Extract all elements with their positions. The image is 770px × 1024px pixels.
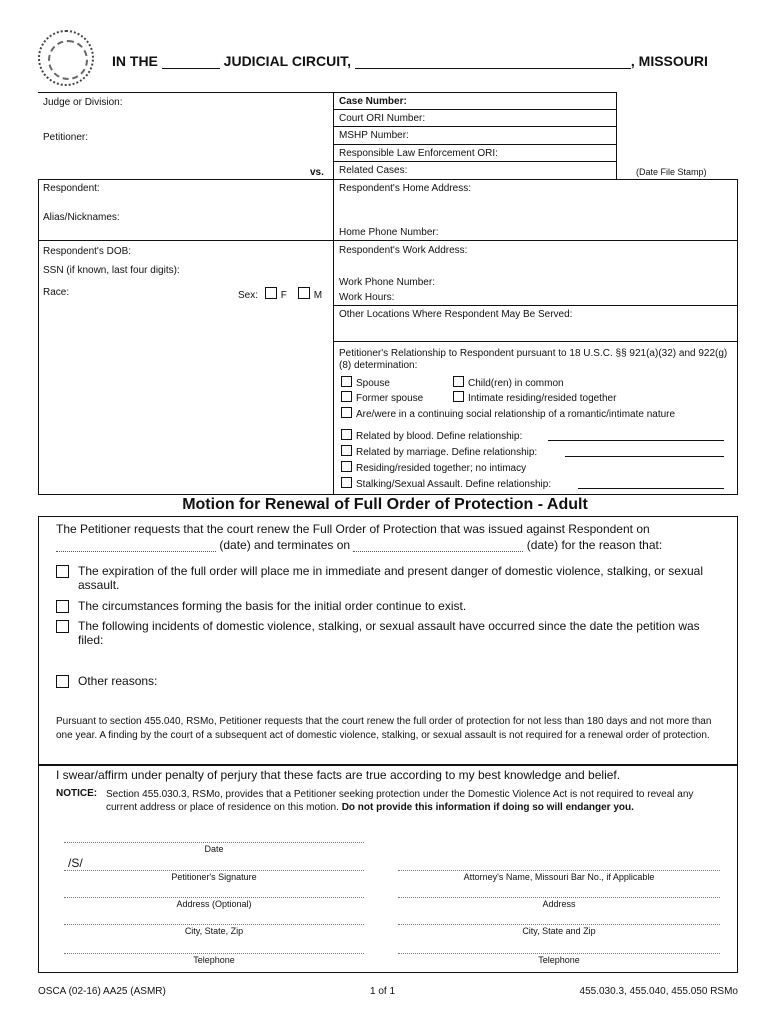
residing-checkbox[interactable] bbox=[341, 461, 352, 472]
sex-m-checkbox[interactable] bbox=[298, 287, 310, 299]
related-cases-label: Related Cases: bbox=[339, 165, 408, 176]
romantic-label: Are/were in a continuing social relationship of a romantic/intimate nature bbox=[356, 409, 676, 420]
relationship-intro: Petitioner's Relationship to Respondent pursuant to 18 U.S.C. §§ 921(a)(32) and 922(g)(8) determination: bbox=[339, 348, 728, 371]
marriage-option bbox=[341, 445, 537, 458]
marriage-label: Related by marriage. Define relationship: bbox=[356, 447, 538, 458]
motion-dates-line bbox=[56, 538, 662, 552]
date-caption: Date bbox=[204, 844, 224, 854]
blood-option bbox=[341, 429, 522, 442]
circuit-number-field[interactable] bbox=[162, 54, 220, 69]
court-seal-icon bbox=[38, 30, 94, 86]
case-number-label: Case Number: bbox=[339, 96, 407, 107]
spouse-checkbox[interactable] bbox=[341, 376, 352, 387]
work-hours-label: Work Hours: bbox=[339, 292, 395, 303]
city-line-right[interactable] bbox=[398, 924, 720, 925]
respondent-label: Respondent: bbox=[43, 183, 100, 194]
attorney-address-caption: Address bbox=[542, 899, 576, 909]
judge-division-label: Judge or Division: bbox=[43, 97, 123, 108]
reason-other-label: Other reasons: bbox=[78, 674, 158, 688]
law-ori-label: Responsible Law Enforcement ORI: bbox=[339, 148, 498, 159]
sex-f-label: F bbox=[280, 290, 287, 301]
former-spouse-option bbox=[341, 391, 423, 404]
blood-relationship-field[interactable] bbox=[548, 440, 724, 441]
intimate-option bbox=[453, 391, 616, 404]
intimate-checkbox[interactable] bbox=[453, 391, 464, 402]
notice-warning: Do not provide this information if doing so will endanger you. bbox=[341, 802, 634, 813]
stalking-relationship-field[interactable] bbox=[578, 488, 724, 489]
ssn-label: SSN (if known, last four digits): bbox=[43, 265, 180, 276]
notice-label: NOTICE: bbox=[56, 788, 98, 799]
county-field[interactable] bbox=[355, 54, 631, 69]
reason-danger-checkbox[interactable] bbox=[56, 565, 69, 578]
telephone-line-left[interactable] bbox=[64, 953, 364, 954]
former-spouse-label: Former spouse bbox=[356, 393, 424, 404]
reason-other-checkbox[interactable] bbox=[56, 675, 69, 688]
former-spouse-checkbox[interactable] bbox=[341, 391, 352, 402]
s-mark: /S/ bbox=[68, 856, 83, 870]
page-number: 1 of 1 bbox=[370, 986, 396, 997]
notice-text bbox=[106, 788, 722, 814]
address-optional-caption: Address (Optional) bbox=[176, 899, 252, 909]
sex-field bbox=[238, 287, 322, 301]
attorney-address-line[interactable] bbox=[398, 897, 720, 898]
telephone-caption-right: Telephone bbox=[538, 955, 580, 965]
page-title: Motion for Renewal of Full Order of Protection - Adult bbox=[182, 496, 588, 513]
reason-circumstances-label: The circumstances forming the basis for the initial order continue to exist. bbox=[78, 599, 467, 613]
children-checkbox[interactable] bbox=[453, 376, 464, 387]
court-header bbox=[112, 53, 708, 69]
stalking-checkbox[interactable] bbox=[341, 477, 352, 488]
marriage-checkbox[interactable] bbox=[341, 445, 352, 456]
header-judicial-circuit: JUDICIAL CIRCUIT, bbox=[223, 53, 351, 69]
dob-label: Respondent's DOB: bbox=[43, 246, 132, 257]
vs-label: vs. bbox=[310, 167, 324, 178]
statutes: 455.030.3, 455.040, 455.050 RSMo bbox=[579, 986, 738, 997]
sex-f-checkbox[interactable] bbox=[265, 287, 277, 299]
issued-date-label: (date) and terminates on bbox=[219, 538, 351, 552]
attorney-line[interactable] bbox=[398, 870, 720, 871]
address-optional-line[interactable] bbox=[64, 897, 364, 898]
reason-danger-label: The expiration of the full order will place me in immediate and present danger of domestic violence, stalking, or sexual assault. bbox=[78, 564, 703, 592]
petitioner-signature-line[interactable] bbox=[64, 870, 364, 871]
petitioner-signature-caption: Petitioner's Signature bbox=[171, 872, 257, 882]
spouse-label: Spouse bbox=[356, 378, 390, 389]
residing-label: Residing/resided together; no intimacy bbox=[356, 463, 527, 474]
reason-circumstances-checkbox[interactable] bbox=[56, 600, 69, 613]
reason-incidents-label: The following incidents of domestic violence, stalking, or sexual assault have occurred since the date the petition was filed: bbox=[78, 619, 700, 647]
telephone-caption-left: Telephone bbox=[193, 955, 235, 965]
stalking-label: Stalking/Sexual Assault. Define relationship: bbox=[356, 479, 552, 490]
work-phone-label: Work Phone Number: bbox=[339, 277, 435, 288]
termination-date-field[interactable] bbox=[353, 539, 523, 552]
spouse-option bbox=[341, 376, 390, 389]
sex-label: Sex: bbox=[238, 290, 259, 301]
date-line[interactable] bbox=[64, 842, 364, 843]
romantic-option bbox=[341, 407, 675, 420]
children-label: Child(ren) in common bbox=[468, 378, 564, 389]
race-label: Race: bbox=[43, 287, 70, 298]
termination-date-label: (date) for the reason that: bbox=[526, 538, 663, 552]
blood-label: Related by blood. Define relationship: bbox=[356, 431, 523, 442]
telephone-line-right[interactable] bbox=[398, 953, 720, 954]
reason-incidents-checkbox[interactable] bbox=[56, 620, 69, 633]
issued-date-field[interactable] bbox=[56, 539, 216, 552]
home-phone-label: Home Phone Number: bbox=[339, 227, 439, 238]
stalking-option bbox=[341, 477, 551, 490]
swear-statement: I swear/affirm under penalty of perjury that these facts are true according to my best knowledge and belief. bbox=[56, 768, 621, 782]
sex-m-label: M bbox=[313, 290, 323, 301]
notice-body: Section 455.030.3, RSMo, provides that a Petitioner seeking protection under the Domestic Violence Act is not required to reveal any current address or place of residence on this motion. bbox=[106, 789, 694, 813]
romantic-checkbox[interactable] bbox=[341, 407, 352, 418]
city-caption-right: City, State and Zip bbox=[522, 926, 596, 936]
residing-option bbox=[341, 461, 526, 474]
petitioner-label: Petitioner: bbox=[43, 132, 89, 143]
blood-checkbox[interactable] bbox=[341, 429, 352, 440]
header-in-the: IN THE bbox=[112, 53, 158, 69]
alias-label: Alias/Nicknames: bbox=[43, 212, 120, 223]
intimate-label: Intimate residing/resided together bbox=[468, 393, 617, 404]
children-option bbox=[453, 376, 564, 389]
home-address-label: Respondent's Home Address: bbox=[339, 183, 471, 194]
court-ori-label: Court ORI Number: bbox=[339, 113, 426, 124]
work-address-label: Respondent's Work Address: bbox=[339, 245, 468, 256]
mshp-label: MSHP Number: bbox=[339, 130, 409, 141]
form-id: OSCA (02-16) AA25 (ASMR) bbox=[38, 986, 166, 997]
city-line-left[interactable] bbox=[64, 924, 364, 925]
marriage-relationship-field[interactable] bbox=[565, 456, 724, 457]
attorney-caption: Attorney's Name, Missouri Bar No., if Applicable bbox=[463, 872, 655, 882]
city-caption-left: City, State, Zip bbox=[184, 926, 244, 936]
motion-intro: The Petitioner requests that the court renew the Full Order of Protection that was issued against Respondent on bbox=[56, 522, 650, 536]
pursuant-paragraph: Pursuant to section 455.040, RSMo, Petitioner requests that the court renew the full order of protection for not less than 180 days and not more than one year. A finding by the court of a subsequent act of domestic violence, stalking, or sexual assault is not required for a renewal order of protection. bbox=[56, 716, 712, 741]
other-locations-label: Other Locations Where Respondent May Be Served: bbox=[339, 309, 573, 320]
header-missouri: , MISSOURI bbox=[630, 53, 708, 69]
date-file-stamp-label: (Date File Stamp) bbox=[636, 167, 707, 177]
